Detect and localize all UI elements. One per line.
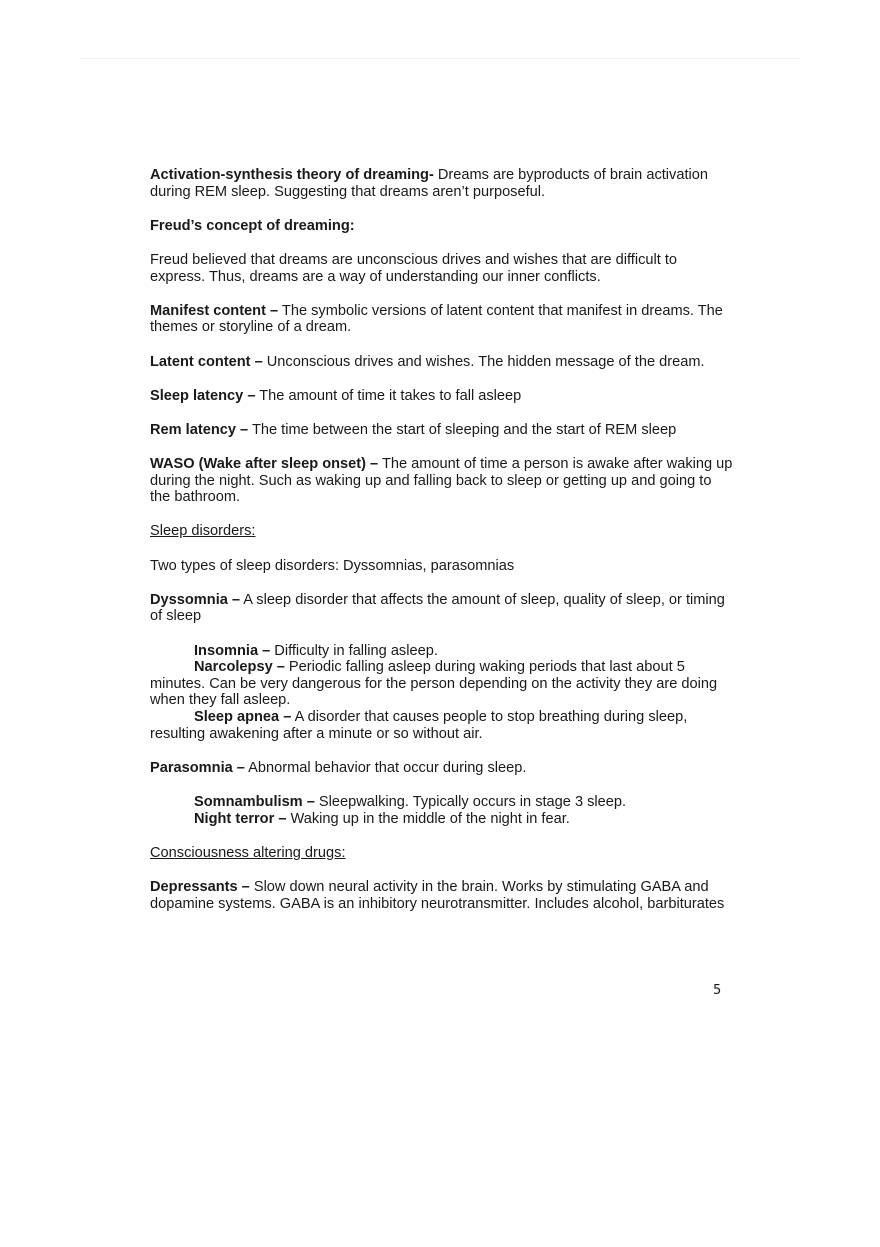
- activation-synthesis-paragraph: [150, 167, 735, 200]
- waso-paragraph: [150, 456, 735, 506]
- somnambulism-item: [150, 794, 735, 811]
- definition: Waking up in the middle of the night in fear.: [286, 810, 570, 827]
- night-terror-item: [150, 811, 735, 828]
- term: Night terror –: [194, 810, 287, 827]
- term: Sleep latency –: [150, 387, 256, 404]
- term: Latent content –: [150, 353, 263, 370]
- two-types-paragraph: Two types of sleep disorders: Dyssomnias, parasomnias: [150, 557, 515, 574]
- term: Dyssomnia –: [150, 591, 241, 608]
- definition: Difficulty in falling asleep.: [270, 642, 438, 659]
- narcolepsy-item: [150, 659, 735, 709]
- definition: The time between the start of sleeping and the start of REM sleep: [248, 421, 677, 438]
- definition: Sleepwalking. Typically occurs in stage 3 sleep.: [314, 793, 627, 810]
- definition: The amount of time it takes to fall asleep: [255, 387, 522, 404]
- latent-content-paragraph: [150, 354, 735, 371]
- freud-heading: Freud’s concept of dreaming:: [150, 217, 355, 234]
- definition: Unconscious drives and wishes. The hidden message of the dream.: [262, 353, 705, 370]
- term: Sleep apnea –: [194, 709, 292, 725]
- insomnia-item: [150, 643, 735, 660]
- term: Activation-synthesis theory of dreaming-: [150, 167, 434, 183]
- term: WASO (Wake after sleep onset) –: [150, 456, 379, 473]
- definition: A disorder that causes people to stop breathing during sleep, resulting awakening after a minute or so without air.: [150, 709, 688, 742]
- sleep-latency-paragraph: [150, 388, 735, 405]
- page-number: 5: [713, 983, 722, 998]
- dyssomnia-paragraph: [150, 592, 735, 625]
- depressants-paragraph: [150, 879, 735, 912]
- sleep-disorders-heading: Sleep disorders:: [150, 523, 256, 540]
- definition: The amount of time a person is awake after waking up during the night. Such as waking up and falling back to sleep or getting up and going to the bathroom.: [150, 456, 733, 506]
- definition: Slow down neural activity in the brain. Works by stimulating GABA and dopamine systems. GABA is an inhibitory neurotransmitter. Includes alcohol, barbiturates: [150, 878, 725, 912]
- term: Somnambulism –: [194, 793, 315, 810]
- term: Depressants –: [150, 878, 250, 895]
- document-body: [150, 167, 735, 930]
- term: Insomnia –: [194, 642, 271, 659]
- term: Narcolepsy –: [194, 659, 285, 676]
- sleep-apnea-item: [150, 709, 735, 742]
- top-rule: [80, 58, 800, 59]
- term: Parasomnia –: [150, 759, 245, 776]
- term: Rem latency –: [150, 421, 249, 438]
- term: Manifest content –: [150, 302, 279, 319]
- rem-latency-paragraph: [150, 422, 735, 439]
- definition: Dreams are byproducts of brain activation during REM sleep. Suggesting that dreams aren’t purposeful.: [150, 167, 708, 200]
- freud-paragraph: Freud believed that dreams are unconscious drives and wishes that are difficult to express. Thus, dreams are a way of understanding our inner conflicts.: [150, 251, 678, 285]
- definition: The symbolic versions of latent content that manifest in dreams. The themes or storyline of a dream.: [150, 302, 723, 336]
- definition: Periodic falling asleep during waking periods that last about 5 minutes. Can be very dangerous for the person depending on the activity they are doing when they fall asleep.: [150, 659, 718, 709]
- dyssomnia-examples: [150, 643, 735, 743]
- parasomnia-examples: [150, 794, 735, 827]
- definition: A sleep disorder that affects the amount of sleep, quality of sleep, or timing of sleep: [150, 591, 725, 625]
- definition: Abnormal behavior that occur during sleep.: [244, 759, 527, 776]
- parasomnia-paragraph: [150, 760, 735, 777]
- manifest-content-paragraph: [150, 303, 735, 336]
- drugs-heading: Consciousness altering drugs:: [150, 844, 346, 861]
